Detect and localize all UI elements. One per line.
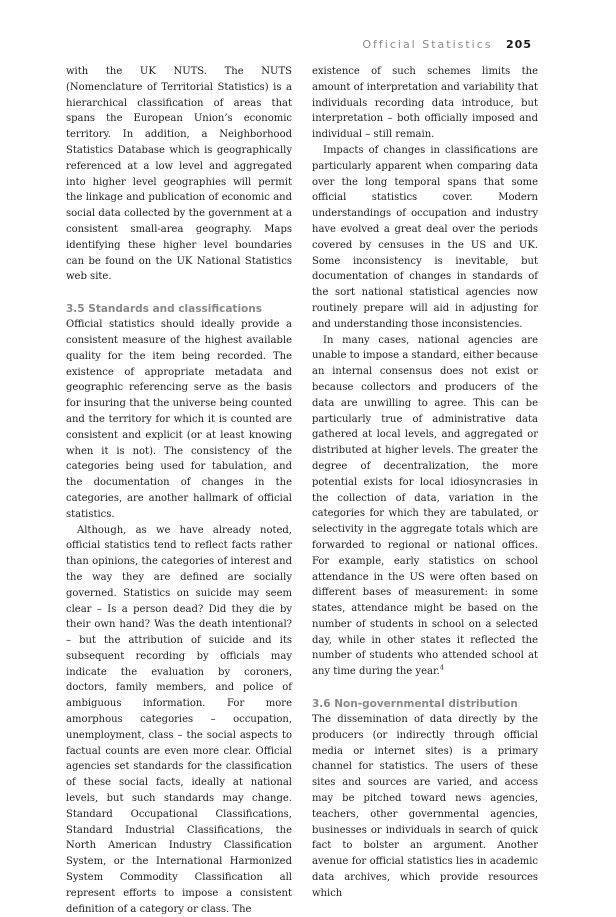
right-paragraph-4: The dissemination of data directly by the producers (or indirectly through official media or internet sites) is a primary channel for statistics. The users of these sites and sources are varied, and access may be pitched toward news agencies, teachers, other governmental agencies, businesses or individuals in search of quick fact to bolster an argument. Another avenue for official statistics lies in academic data archives, which provide resources which (312, 714, 538, 899)
right-column (312, 64, 538, 902)
footnote-reference: 4 (439, 663, 444, 672)
right-paragraph-1: existence of such schemes limits the amount of interpretation and variability that individuals recording data introduce, but interpretation – both officially imposed and individual – still remain. (312, 66, 538, 141)
left-column (66, 64, 292, 917)
left-paragraph-2: Official statistics should ideally provide a consistent measure of the highest available quality for the item being recorded. The existence of appropriate metadata and geographic referencing serve as the basis for insuring that the universe being counted and the territory for which it is counted are consistent and explicit (or at least knowing when it is not). The consistency of the categories being used for tabulation, and the documentation of changes in the categories, are another hallmark of official statistics. (66, 319, 292, 520)
section-heading-3-5: 3.5 Standards and classifications (66, 303, 262, 316)
right-paragraph-3-text: In many cases, national agencies are unable to impose a standard, either because an internal consensus does not exist or because collectors and producers of the data are unwilling to agree. This can be particularly true of administrative data gathered at local levels, and aggregated or distributed at higher levels. The greater the degree of decentralization, the more potential exists for local idiosyncrasies in the collection of data, variation in the categories for which they are tabulated, or selectivity in the aggregate totals which are forwarded to regional or national offices. For example, early statistics on school attendance in the US were often based on different bases of measurement: in some states, attendance might be based on the number of students in school on a selected day, while in other states it reflected the number of students who attended school at any time during the year. (312, 334, 538, 678)
section-heading-3-6: 3.6 Non-governmental distribution (312, 698, 518, 711)
page-number: 205 (506, 38, 532, 51)
left-paragraph-1: with the UK NUTS. The NUTS (Nomenclature of Territorial Statistics) is a hierarchical classification of areas that spans the European Union’s economic territory. In addition, a Neighborhood Statistics Database which is geographically referenced at a low level and aggregated into higher level geographies will permit the linkage and publication of economic and social data collected by the government at a consistent small-area geography. Maps identifying these higher level boundaries can be found on the UK National Statistics web site. (66, 66, 292, 283)
running-header (362, 38, 532, 51)
running-title: Official Statistics (362, 38, 493, 51)
right-paragraph-2: Impacts of changes in classifications are particularly apparent when comparing data over the long temporal spans that some official statistics cover. Modern understandings of occupation and industry have evolved a great deal over the periods covered by censuses in the US and UK. Some inconsistency is inevitable, but documentation of changes in standards of the sort national statistical agencies now routinely prepare will aid in adjusting for and understanding those inconsistencies. (312, 144, 538, 330)
right-paragraph-3 (312, 333, 538, 681)
left-paragraph-3: Although, as we have already noted, official statistics tend to reflect facts rather than opinions, the categories of interest and the way they are defined are socially governed. Statistics on suicide may seem clear – Is a person dead? Did they die by their own hand? Was the death intentional? – but the attribution of suicide and its subsequent recording by officials may indicate the evaluation by coroners, doctors, family members, and police of ambiguous information. For more amorphous categories – occupation, unemployment, class – the social aspects to factual counts are even more clear. Official agencies set standards for the classification of these social facts, ideally at national levels, but such standards may change. Standard Occupational Classifications, Standard Industrial Classifications, the North American Industry Classification System, or the International Harmonized System Commodity Classification all represent efforts to impose a consistent definition of a category or class. The (66, 524, 292, 915)
